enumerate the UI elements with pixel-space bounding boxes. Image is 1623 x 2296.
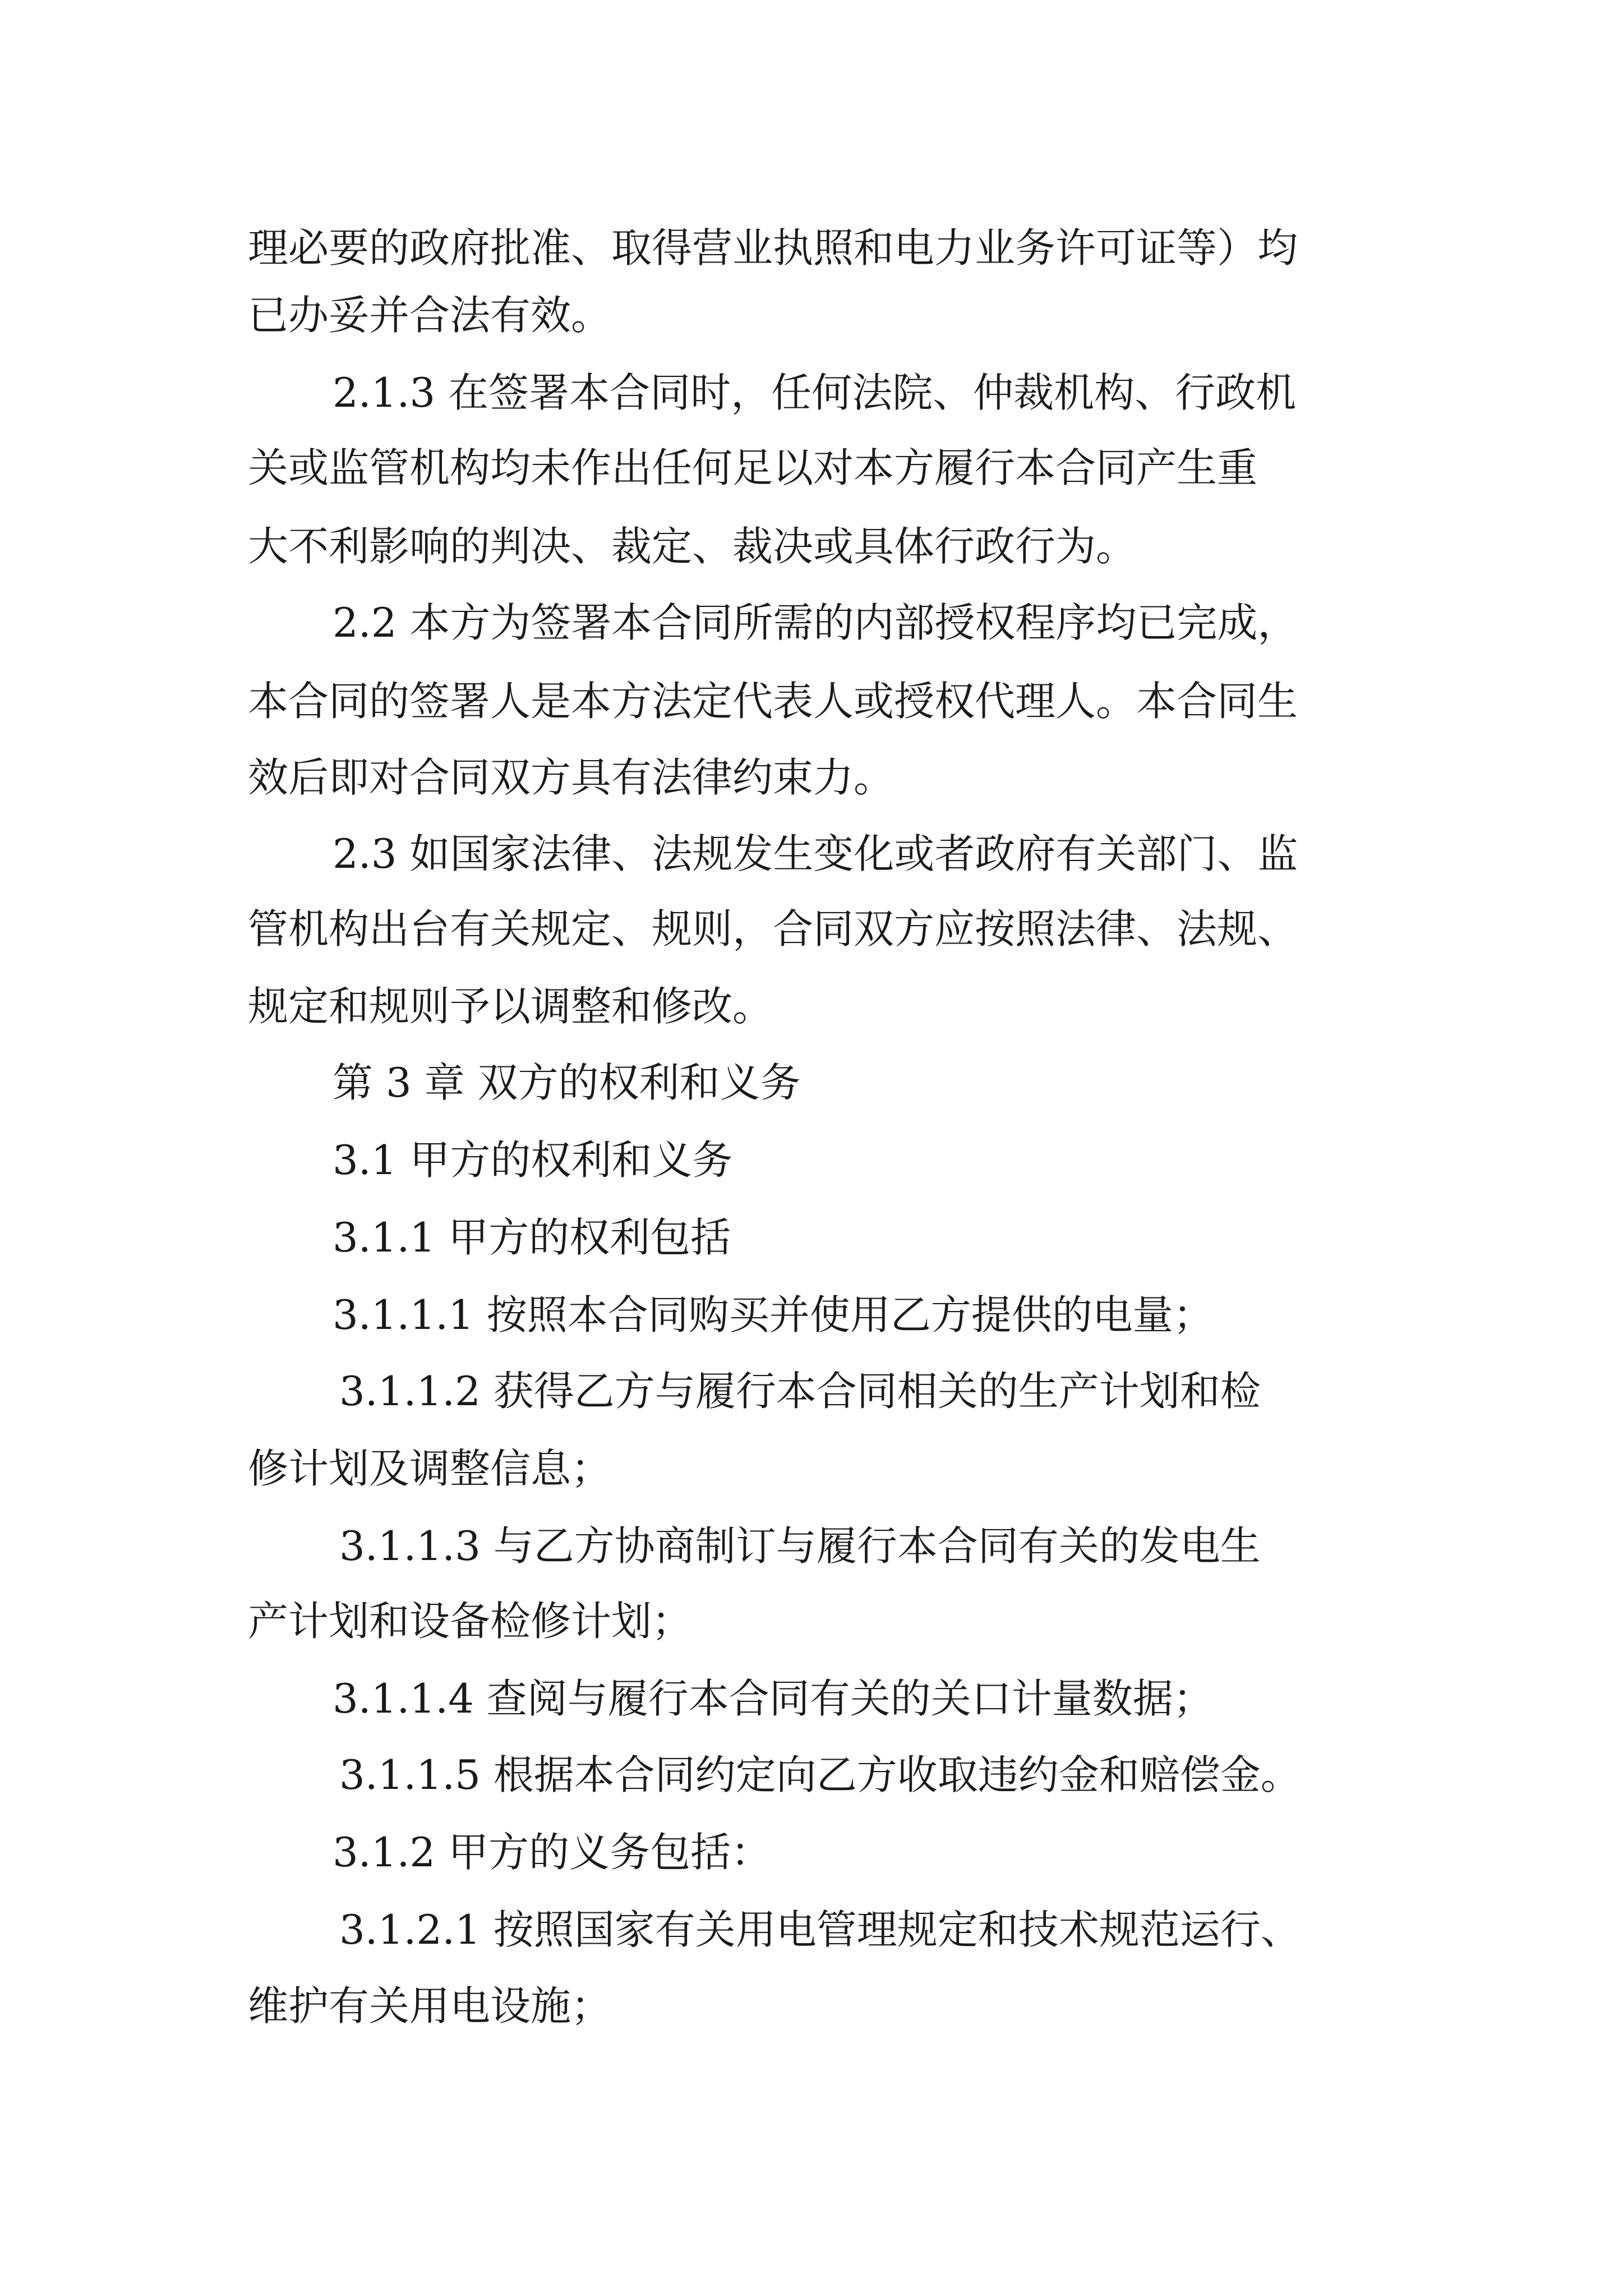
text-line: 2.1.3 在签署本合同时，任何法院、仲裁机构、行政机 [333,369,1297,416]
text-line: 理必要的政府批准、取得营业执照和电力业务许可证等）均 [248,224,1298,272]
text-line: 3.1.1.5 根据本合同约定向乙方收取违约金和赔偿金。 [339,1751,1301,1798]
text-line: 3.1.2 甲方的义务包括： [333,1829,772,1876]
text-line: 规定和规则予以调整和修改。 [248,983,773,1030]
text-line: 维护有关用电设施； [248,1982,612,2030]
text-line: 本合同的签署人是本方法定代表人或授权代理人。本合同生 [248,678,1298,725]
text-line: 产计划和设备检修计划； [248,1598,693,1645]
text-line: 修计划及调整信息； [248,1445,612,1492]
text-line: 3.1 甲方的权利和义务 [333,1137,733,1184]
text-line: 3.1.1.4 查阅与履行本合同有关的关口计量数据； [333,1675,1214,1722]
text-line: 2.2 本方为签署本合同所需的内部授权程序均已完成， [333,599,1298,646]
text-line: 管机构出台有关规定、规则，合同双方应按照法律、法规、 [248,905,1298,953]
text-line: 关或监管机构均未作出任何足以对本方履行本合同产生重 [248,444,1258,491]
text-line: 3.1.1.1 按照本合同购买并使用乙方提供的电量； [333,1291,1214,1338]
text-line: 2.3 如国家法律、法规发生变化或者政府有关部门、监 [333,830,1298,877]
text-line: 3.1.2.1 按照国家有关用电管理规定和技术规范运行、 [339,1906,1301,1953]
text-line: 效后即对合同双方具有法律约束力。 [248,754,895,801]
text-line: 第 3 章 双方的权利和义务 [333,1059,801,1106]
text-line: 3.1.1 甲方的权利包括 [333,1214,731,1261]
text-line: 3.1.1.3 与乙方协商制订与履行本合同有关的发电生 [339,1522,1261,1570]
text-line: 已办妥并合法有效。 [248,292,612,339]
text-line: 3.1.1.2 获得乙方与履行本合同相关的生产计划和检 [339,1368,1261,1415]
text-line: 大不利影响的判决、裁定、裁决或具体行政行为。 [248,523,1137,570]
